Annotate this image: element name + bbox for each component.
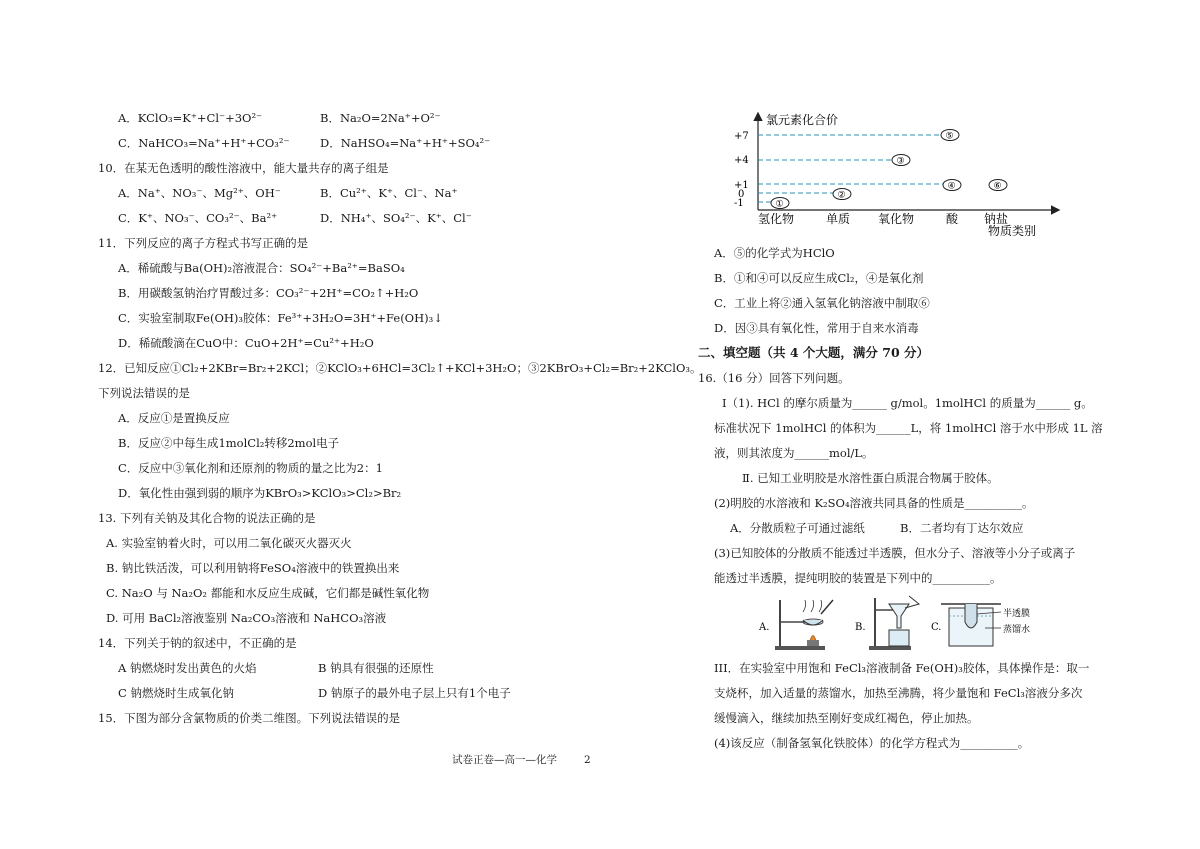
q10-option-a: A．Na⁺、NO₃⁻、Mg²⁺、OH⁻: [118, 186, 281, 200]
svg-text:④: ④: [947, 181, 956, 192]
membrane-label: 半透膜: [1003, 609, 1031, 619]
q14-option-b: B 钠具有很强的还原性: [318, 661, 434, 675]
q16-q2: (2)明胶的水溶液和 K₂SO₄溶液共同具备的性质是__________。: [714, 496, 1034, 510]
q12-option-a: A．反应①是置换反应: [118, 411, 230, 425]
x-category: 钠盐: [984, 212, 1009, 226]
y-tick: +4: [734, 155, 749, 166]
q15-option-b: B．①和④可以反应生成Cl₂，④是氧化剂: [714, 271, 924, 285]
q16-q2-option-a: A．分散质粒子可通过滤纸: [730, 521, 865, 535]
q16-part1-line3: 液，则其浓度为______mol/L。: [714, 446, 874, 460]
point-4: [943, 180, 961, 192]
q15-option-d: D．因③具有氧化性，常用于自来水消毒: [714, 321, 919, 335]
apparatus-b: [855, 596, 919, 650]
point-1: [771, 198, 789, 210]
q13-option-b: B. 钠比铁活泼，可以利用钠将FeSO₄溶液中的铁置换出来: [106, 561, 400, 575]
svg-text:⑤: ⑤: [945, 131, 954, 142]
q12-stem: 12．已知反应①Cl₂+2KBr=Br₂+2KCl；②KClO₃+6HCl=3Cl₂↑+KCl+3H₂O；③2KBrO₃+Cl₂=Br₂+2KClO₃。: [98, 361, 702, 375]
x-axis-title: 物质类别: [988, 224, 1037, 236]
q16-q3-line2: 能透过半透膜，提纯明胶的装置是下列中的__________。: [714, 571, 1002, 585]
q12-stem-continued: 下列说法错误的是: [98, 386, 190, 400]
q12-option-d: D．氧化性由强到弱的顺序为KBrO₃>KClO₃>Cl₂>Br₂: [118, 486, 402, 500]
q16-part1-line1: Ⅰ（1). HCl 的摩尔质量为______ g/mol。1molHCl 的质量为______ g。: [722, 396, 1093, 410]
q11-option-a: A．稀硫酸与Ba(OH)₂溶液混合：SO₄²⁻+Ba²⁺=BaSO₄: [118, 261, 405, 275]
q16-part3-line2: 支烧杯，加入适量的蒸馏水，加热至沸腾，将少量饱和 FeCl₃溶液分多次: [714, 686, 1083, 700]
q11-option-c: C．实验室制取Fe(OH)₃胶体：Fe³⁺+3H₂O=3H⁺+Fe(OH)₃↓: [118, 311, 443, 325]
q16-part2-intro: Ⅱ. 已知工业明胶是水溶性蛋白质混合物属于胶体。: [742, 471, 999, 485]
svg-text:⑥: ⑥: [993, 181, 1002, 192]
q11-option-b: B．用碳酸氢钠治疗胃酸过多：CO₃²⁻+2H⁺=CO₂↑+H₂O: [118, 286, 419, 300]
q14-option-d: D 钠原子的最外电子层上只有1个电子: [318, 686, 511, 700]
q13-option-c: C. Na₂O 与 Na₂O₂ 都能和水反应生成碱，它们都是碱性氧化物: [106, 586, 430, 600]
footer-title: 试卷正卷—高一—化学: [452, 754, 557, 766]
svg-text:B.: B.: [855, 622, 866, 633]
q11-option-d: D．稀硫酸滴在CuO中：CuO+2H⁺=Cu²⁺+H₂O: [118, 336, 374, 350]
svg-text:③: ③: [896, 156, 905, 167]
q14-stem: 14．下列关于钠的叙述中，不正确的是: [98, 636, 297, 650]
y-tick: 0: [738, 189, 745, 200]
svg-text:C.: C.: [931, 622, 942, 633]
apparatus-figures: [755, 594, 1065, 652]
svg-text:A.: A.: [759, 622, 770, 633]
q9-option-a: A．KClO₃=K⁺+Cl⁻+3O²⁻: [118, 111, 263, 125]
point-5: [941, 130, 959, 142]
q16-part3-line3: 缓慢滴入，继续加热至刚好变成红褐色，停止加热。: [714, 711, 979, 725]
x-category: 单质: [826, 212, 851, 226]
q13-option-a: A. 实验室钠着火时，可以用二氧化碳灭火器灭火: [106, 536, 352, 550]
point-6: [989, 180, 1007, 192]
q10-option-c: C．K⁺、NO₃⁻、CO₃²⁻、Ba²⁺: [118, 211, 278, 225]
q9-option-c: C．NaHCO₃=Na⁺+H⁺+CO₃²⁻: [118, 136, 290, 150]
apparatus-a: [758, 600, 833, 650]
point-3: [892, 155, 910, 167]
y-tick: -1: [734, 198, 744, 209]
q10-stem: 10．在某无色透明的酸性溶液中，能大量共存的离子组是: [98, 161, 389, 175]
section-heading: 二、填空题（共 4 个大题，满分 70 分）: [698, 345, 930, 360]
point-2: [833, 189, 851, 201]
x-category: 氢化物: [758, 212, 795, 226]
q13-stem: 13. 下列有关钠及其化合物的说法正确的是: [98, 511, 316, 525]
q16-q2-option-b: B．二者均有丁达尔效应: [900, 521, 1024, 535]
y-tick: +1: [734, 180, 749, 191]
q16-stem: 16.（16 分）回答下列问题。: [698, 371, 850, 385]
y-tick: +7: [734, 131, 749, 142]
q9-option-d: D．NaHSO₄=Na⁺+H⁺+SO₄²⁻: [320, 136, 491, 150]
q14-option-c: C 钠燃烧时生成氧化钠: [118, 686, 234, 700]
q14-option-a: A 钠燃烧时发出黄色的火焰: [118, 661, 257, 675]
x-category: 氧化物: [878, 212, 915, 226]
q15-option-c: C．工业上将②通入氢氧化钠溶液中制取⑥: [714, 296, 930, 310]
apparatus-c: [931, 604, 1030, 646]
q16-part1-line2: 标准状况下 1molHCl 的体积为______L，将 1molHCl 溶于水中形成 1L 溶: [714, 421, 1103, 435]
q16-q3-line1: (3)已知胶体的分散质不能透过半透膜，但水分子、溶液等小分子或离子: [714, 546, 1076, 560]
q15-stem: 15．下图为部分含氯物质的价类二维图。下列说法错误的是: [98, 711, 401, 725]
q11-stem: 11．下列反应的离子方程式书写正确的是: [98, 236, 309, 250]
q15-option-a: A．⑤的化学式为HClO: [714, 246, 835, 260]
q13-option-d: D. 可用 BaCl₂溶液鉴别 Na₂CO₃溶液和 NaHCO₃溶液: [106, 611, 387, 625]
q10-option-b: B．Cu²⁺、K⁺、Cl⁻、Na⁺: [320, 186, 458, 200]
svg-text:①: ①: [775, 199, 784, 210]
y-axis-title: 氯元素化合价: [766, 113, 839, 127]
q12-option-b: B．反应②中每生成1molCl₂转移2mol电子: [118, 436, 340, 450]
svg-text:②: ②: [837, 190, 846, 201]
q10-option-d: D．NH₄⁺、SO₄²⁻、K⁺、Cl⁻: [320, 211, 472, 225]
page-number: 2: [584, 754, 591, 766]
q9-option-b: B．Na₂O=2Na⁺+O²⁻: [320, 111, 441, 125]
q16-q4: (4)该反应（制备氢氧化铁胶体）的化学方程式为__________。: [714, 736, 1030, 750]
q12-option-c: C．反应中③氧化剂和还原剂的物质的量之比为2：1: [118, 461, 383, 475]
x-category: 酸: [946, 212, 959, 226]
distilled-water-label: 蒸馏水: [1003, 625, 1031, 635]
q16-part3-line1: III．在实验室中用饱和 FeCl₃溶液制备 Fe(OH)₃胶体，具体操作是：取一: [714, 661, 1090, 675]
chlorine-valence-diagram: [718, 108, 1068, 236]
